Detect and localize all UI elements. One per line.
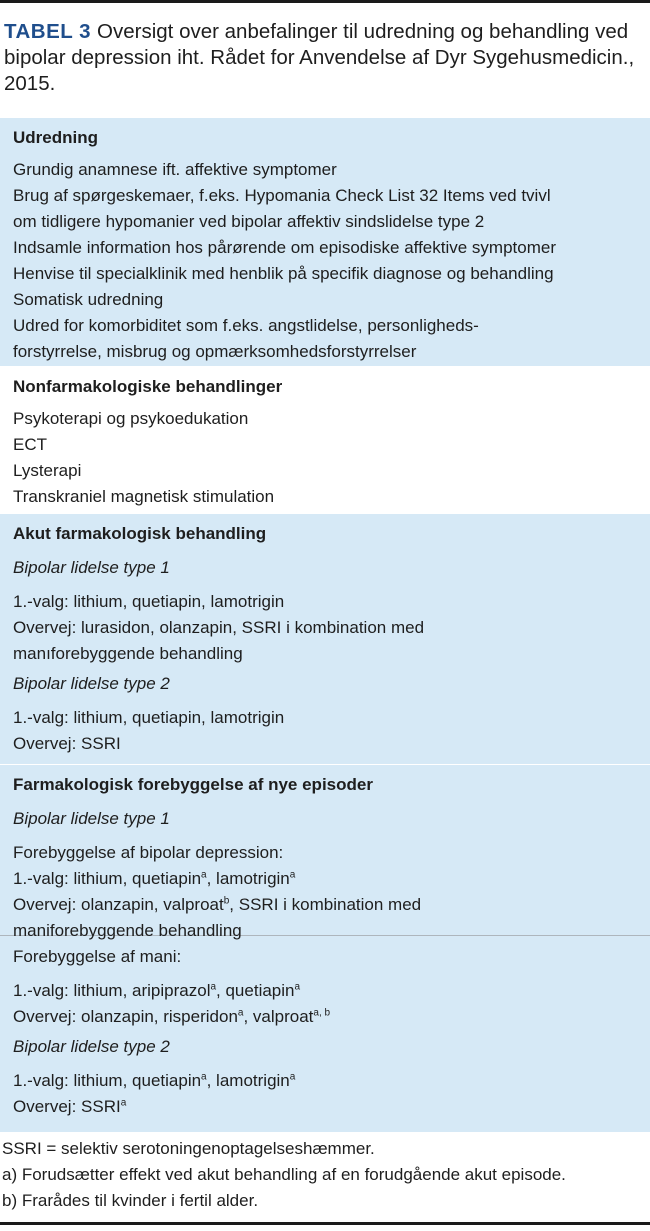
list-item: 1.-valg: lithium, quetiapin, lamotrigin [13,708,285,727]
recommendations-table [0,118,650,1132]
subtype-label: Bipolar lidelse type 1 [13,809,170,828]
list-item [13,866,650,892]
caption-text: Oversigt over anbefalinger til udredning og behandling ved bipolar depression iht. Rådet for Anvendelse af Dyr Sygehusmedicin., 2015. [4,20,635,95]
text-segment: , lamotrigin [206,869,290,888]
text-segment: Overvej: olanzapin, valproat [13,895,224,914]
text-segment: , quetiapin [216,981,295,1000]
list-item [13,1094,650,1120]
list-item: Udred for komorbiditet som f.eks. angstlidelse, personligheds- [13,316,479,335]
subtype-label: Bipolar lidelse type 2 [13,1037,170,1056]
list-item: Indsamle information hos pårørende om episodiske affektive symptomer [13,238,556,257]
footnote-marker-a: a [289,869,296,881]
section-forebyggelse-cont [0,936,650,1132]
subtype-label: Bipolar lidelse type 1 [13,558,170,577]
list-item [13,1068,650,1094]
list-item: Grundig anamnese ift. affektive symptomer [13,160,337,179]
table-label: TABEL 3 [4,20,92,43]
list-item: maniforebyggende behandling [13,921,242,940]
list-item: Overvej: SSRI [13,734,121,753]
footnote: a) Forudsætter effekt ved akut behandling af en forudgående akut episode. [2,1165,566,1184]
section-title: Akut farmakologisk behandling [13,524,267,543]
list-item: Lysterapi [13,461,82,480]
footnote-marker-b: b [223,895,230,907]
list-item: Henvise til specialklinik med henblik på specifik diagnose og behandling [13,264,554,283]
footnote-marker-a: a [201,869,207,881]
list-item: Psykoterapi og psykoedukation [13,409,249,428]
footnote-marker-ab: a, b [313,1007,331,1019]
footnote-marker-a: a [120,1097,127,1109]
subtype-label: Bipolar lidelse type 2 [13,674,170,693]
list-item [13,892,650,918]
footnote: SSRI = selektiv serotoningenoptagelseshæmmer. [2,1139,375,1158]
list-item [13,978,650,1004]
table-caption [4,19,644,97]
footnotes [0,1136,650,1214]
footnote-marker-a: a [201,1071,207,1083]
text-segment: , SSRI i kombination med [229,895,422,914]
bottom-rule [0,1222,650,1225]
list-item: forstyrrelse, misbrug og opmærksomhedsforstyrrelser [13,342,417,361]
top-rule [0,0,650,3]
section-title: Udredning [13,128,98,147]
text-segment: , lamotrigin [206,1071,290,1090]
list-item: 1.-valg: lithium, quetiapin, lamotrigin [13,592,285,611]
section-udredning [0,118,650,366]
section-title: Farmakologisk forebyggelse af nye episoder [13,775,373,794]
text-segment: 1.-valg: lithium, quetiapin [13,1071,202,1090]
list-item: ECT [13,435,47,454]
footnote-marker-a: a [237,1007,244,1019]
text-segment: 1.-valg: lithium, aripiprazol [13,981,211,1000]
footnote-marker-a: a [210,981,217,993]
footnote-marker-a: a [289,1071,296,1083]
section-akut [0,514,650,764]
footnote: b) Frarådes til kvinder i fertil alder. [2,1191,259,1210]
section-title: Nonfarmakologiske behandlinger [13,377,283,396]
text-segment: Overvej: olanzapin, risperidon [13,1007,238,1026]
text-segment: Overvej: SSRI [13,1097,121,1116]
list-item: Transkraniel magnetisk stimulation [13,487,275,506]
list-item: om tidligere hypomanier ved bipolar affektiv sindslidelse type 2 [13,212,485,231]
section-nonfarmakologiske [0,367,650,513]
list-item: manıforebyggende behandling [13,644,243,663]
list-item: Brug af spørgeskemaer, f.eks. Hypomania Check List 32 Items ved tvivl [13,186,551,205]
text-segment: , valproat [243,1007,314,1026]
list-item [13,1004,650,1030]
section-forebyggelse [0,765,650,940]
list-item: Somatisk udredning [13,290,164,309]
list-item: Forebyggelse af mani: [13,947,182,966]
footnote-marker-a: a [294,981,301,993]
text-segment: 1.-valg: lithium, quetiapin [13,869,202,888]
list-item: Forebyggelse af bipolar depression: [13,843,284,862]
list-item: Overvej: lurasidon, olanzapin, SSRI i kombination med [13,618,425,637]
